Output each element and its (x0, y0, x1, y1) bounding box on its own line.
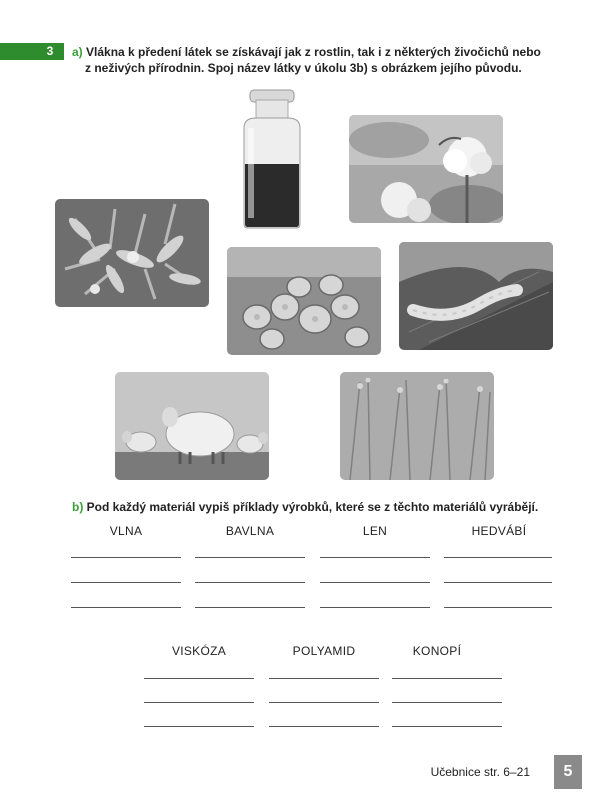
answer-line[interactable] (392, 702, 502, 703)
material-heading-polyamid: POLYAMID (292, 644, 356, 658)
part-b-letter: b) (72, 500, 84, 514)
answer-line[interactable] (71, 557, 181, 558)
answer-line[interactable] (71, 582, 181, 583)
material-heading-len: LEN (362, 524, 388, 538)
answer-line[interactable] (269, 678, 379, 679)
answer-line[interactable] (144, 702, 254, 703)
answer-line[interactable] (195, 582, 305, 583)
material-heading-viskoza: VISKÓZA (171, 644, 227, 658)
sheep-photo (115, 372, 269, 480)
answer-line[interactable] (444, 557, 552, 558)
silkworm-photo (399, 242, 553, 350)
hemp-plant-photo (55, 199, 209, 307)
answer-line[interactable] (392, 678, 502, 679)
part-a-letter: a) (72, 45, 83, 59)
material-heading-konopi: KONOPÍ (412, 644, 462, 658)
material-heading-bavlna: BAVLNA (225, 524, 275, 538)
part-a-line1: Vlákna k předení látek se získávají jak z rostlin, tak i z některých živočichů nebo (86, 45, 541, 59)
task-instruction-a (72, 44, 542, 76)
answer-line[interactable] (269, 726, 379, 727)
textbook-reference: Učebnice str. 6–21 (430, 765, 530, 779)
answer-line[interactable] (392, 726, 502, 727)
flax-field-photo (340, 372, 494, 480)
answer-line[interactable] (144, 678, 254, 679)
material-heading-vlna: VLNA (109, 524, 143, 538)
answer-line[interactable] (144, 726, 254, 727)
page-number: 5 (554, 755, 582, 789)
answer-line[interactable] (71, 607, 181, 608)
answer-line[interactable] (195, 557, 305, 558)
answer-line[interactable] (444, 607, 552, 608)
task-instruction-b (72, 500, 538, 514)
answer-line[interactable] (320, 607, 430, 608)
answer-line[interactable] (320, 557, 430, 558)
answer-line[interactable] (195, 607, 305, 608)
material-heading-hedvabi: HEDVÁBÍ (471, 524, 527, 538)
answer-line[interactable] (320, 582, 430, 583)
oil-bottle-photo (236, 88, 308, 230)
wood-logs-photo (227, 247, 381, 355)
answer-line[interactable] (269, 702, 379, 703)
part-b-text: Pod každý materiál vypiš příklady výrobků, které se z těchto materiálů vyrábějí. (86, 500, 539, 514)
part-a-line2: z neživých přírodnin. Spoj název látky v úkolu 3b) s obrázkem jejího původu. (85, 61, 522, 75)
task-number: 3 (46, 44, 54, 58)
answer-line[interactable] (444, 582, 552, 583)
cotton-plant-photo (349, 115, 503, 223)
